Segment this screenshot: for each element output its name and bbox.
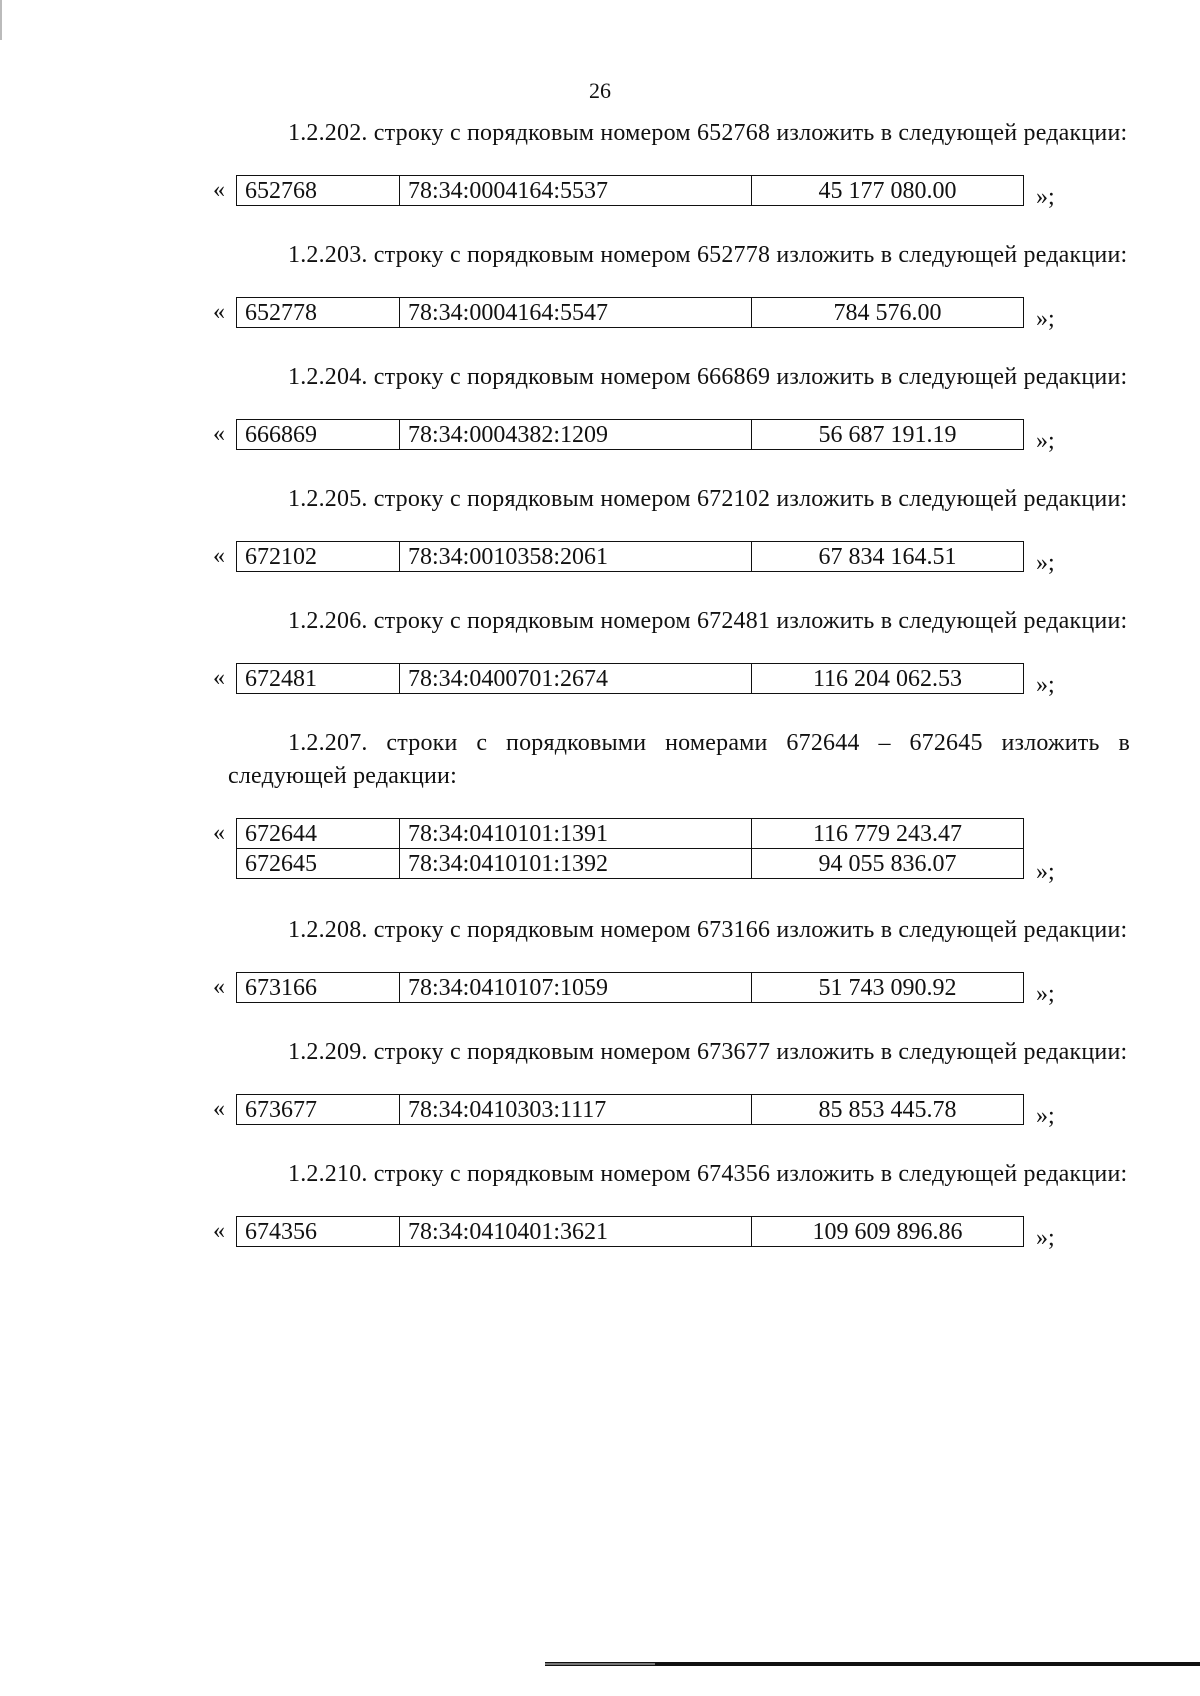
closing-quote: »;	[1036, 550, 1055, 576]
row-number-cell: 652768	[237, 176, 400, 206]
cadastral-value-cell: 116 204 062.53	[752, 664, 1024, 694]
registry-table	[236, 1094, 1024, 1125]
row-number-cell: 666869	[237, 420, 400, 450]
registry-table	[236, 297, 1024, 328]
amendment-item	[0, 117, 1200, 209]
row-number-cell: 672481	[237, 664, 400, 694]
page-number: 26	[589, 78, 611, 103]
cadastral-number-cell: 78:34:0004382:1209	[400, 420, 752, 450]
cadastral-number-cell: 78:34:0410101:1392	[400, 849, 752, 879]
registry-table	[236, 175, 1024, 206]
amendment-text: 1.2.207. строки с порядковыми номерами 672644 – 672645 изложить в следующей редакции:	[228, 730, 1130, 789]
amendment-text: 1.2.204. строку с порядковым номером 666869 изложить в следующей редакции:	[288, 364, 1128, 390]
cadastral-value-cell: 56 687 191.19	[752, 420, 1024, 450]
cadastral-value-cell: 94 055 836.07	[752, 849, 1024, 879]
registry-table	[236, 419, 1024, 450]
registry-table	[236, 541, 1024, 572]
opening-quote: «	[213, 974, 225, 1000]
row-number-cell: 672644	[237, 819, 400, 849]
amendment-item	[0, 727, 1200, 884]
table-row	[237, 420, 1024, 450]
cadastral-number-cell: 78:34:0410401:3621	[400, 1217, 752, 1247]
cadastral-value-cell: 85 853 445.78	[752, 1095, 1024, 1125]
amendment-text: 1.2.209. строку с порядковым номером 673677 изложить в следующей редакции:	[288, 1039, 1128, 1065]
row-number-cell: 672102	[237, 542, 400, 572]
amendment-item	[0, 605, 1200, 697]
table-row	[237, 819, 1024, 849]
footer-rule	[545, 1662, 1200, 1666]
opening-quote: «	[213, 1096, 225, 1122]
amendment-item	[0, 1036, 1200, 1128]
row-number-cell: 652778	[237, 298, 400, 328]
table-row	[237, 849, 1024, 879]
closing-quote: »;	[1036, 428, 1055, 454]
cadastral-number-cell: 78:34:0010358:2061	[400, 542, 752, 572]
amendment-item	[0, 239, 1200, 331]
table-row	[237, 664, 1024, 694]
registry-row-block	[0, 818, 1200, 884]
amendment-item	[0, 483, 1200, 575]
amendment-text: 1.2.208. строку с порядковым номером 673166 изложить в следующей редакции:	[288, 917, 1128, 943]
amendment-text: 1.2.203. строку с порядковым номером 652778 изложить в следующей редакции:	[288, 242, 1128, 268]
registry-table	[236, 663, 1024, 694]
amendment-text: 1.2.205. строку с порядковым номером 672102 изложить в следующей редакции:	[288, 486, 1128, 512]
registry-row-block	[0, 1216, 1200, 1250]
cadastral-value-cell: 45 177 080.00	[752, 176, 1024, 206]
opening-quote: «	[213, 421, 225, 447]
opening-quote: «	[213, 299, 225, 325]
registry-row-block	[0, 419, 1200, 453]
registry-table	[236, 972, 1024, 1003]
row-number-cell: 674356	[237, 1217, 400, 1247]
cadastral-number-cell: 78:34:0410303:1117	[400, 1095, 752, 1125]
row-number-cell: 673677	[237, 1095, 400, 1125]
opening-quote: «	[213, 665, 225, 691]
table-row	[237, 1217, 1024, 1247]
cadastral-number-cell: 78:34:0004164:5547	[400, 298, 752, 328]
cadastral-number-cell: 78:34:0400701:2674	[400, 664, 752, 694]
opening-quote: «	[213, 543, 225, 569]
registry-row-block	[0, 297, 1200, 331]
cadastral-value-cell: 67 834 164.51	[752, 542, 1024, 572]
registry-table	[236, 818, 1024, 879]
table-row	[237, 298, 1024, 328]
amendment-item	[0, 1158, 1200, 1250]
table-row	[237, 542, 1024, 572]
opening-quote: «	[213, 177, 225, 203]
document-body	[0, 117, 1200, 1280]
closing-quote: »;	[1036, 306, 1055, 332]
closing-quote: »;	[1036, 859, 1055, 885]
cadastral-value-cell: 784 576.00	[752, 298, 1024, 328]
scan-edge-mark	[0, 0, 2, 40]
registry-table	[236, 1216, 1024, 1247]
closing-quote: »;	[1036, 672, 1055, 698]
table-row	[237, 176, 1024, 206]
closing-quote: »;	[1036, 1225, 1055, 1251]
cadastral-value-cell: 51 743 090.92	[752, 973, 1024, 1003]
cadastral-value-cell: 109 609 896.86	[752, 1217, 1024, 1247]
closing-quote: »;	[1036, 1103, 1055, 1129]
row-number-cell: 673166	[237, 973, 400, 1003]
amendment-text: 1.2.206. строку с порядковым номером 672481 изложить в следующей редакции:	[288, 608, 1128, 634]
amendment-text: 1.2.202. строку с порядковым номером 652768 изложить в следующей редакции:	[288, 120, 1128, 146]
cadastral-value-cell: 116 779 243.47	[752, 819, 1024, 849]
opening-quote: «	[213, 820, 225, 846]
opening-quote: «	[213, 1218, 225, 1244]
row-number-cell: 672645	[237, 849, 400, 879]
cadastral-number-cell: 78:34:0004164:5537	[400, 176, 752, 206]
table-row	[237, 973, 1024, 1003]
amendment-item	[0, 914, 1200, 1006]
registry-row-block	[0, 663, 1200, 697]
closing-quote: »;	[1036, 184, 1055, 210]
amendment-item	[0, 361, 1200, 453]
table-row	[237, 1095, 1024, 1125]
closing-quote: »;	[1036, 981, 1055, 1007]
cadastral-number-cell: 78:34:0410101:1391	[400, 819, 752, 849]
registry-row-block	[0, 972, 1200, 1006]
cadastral-number-cell: 78:34:0410107:1059	[400, 973, 752, 1003]
registry-row-block	[0, 541, 1200, 575]
amendment-text: 1.2.210. строку с порядковым номером 674356 изложить в следующей редакции:	[288, 1161, 1128, 1187]
registry-row-block	[0, 1094, 1200, 1128]
registry-row-block	[0, 175, 1200, 209]
